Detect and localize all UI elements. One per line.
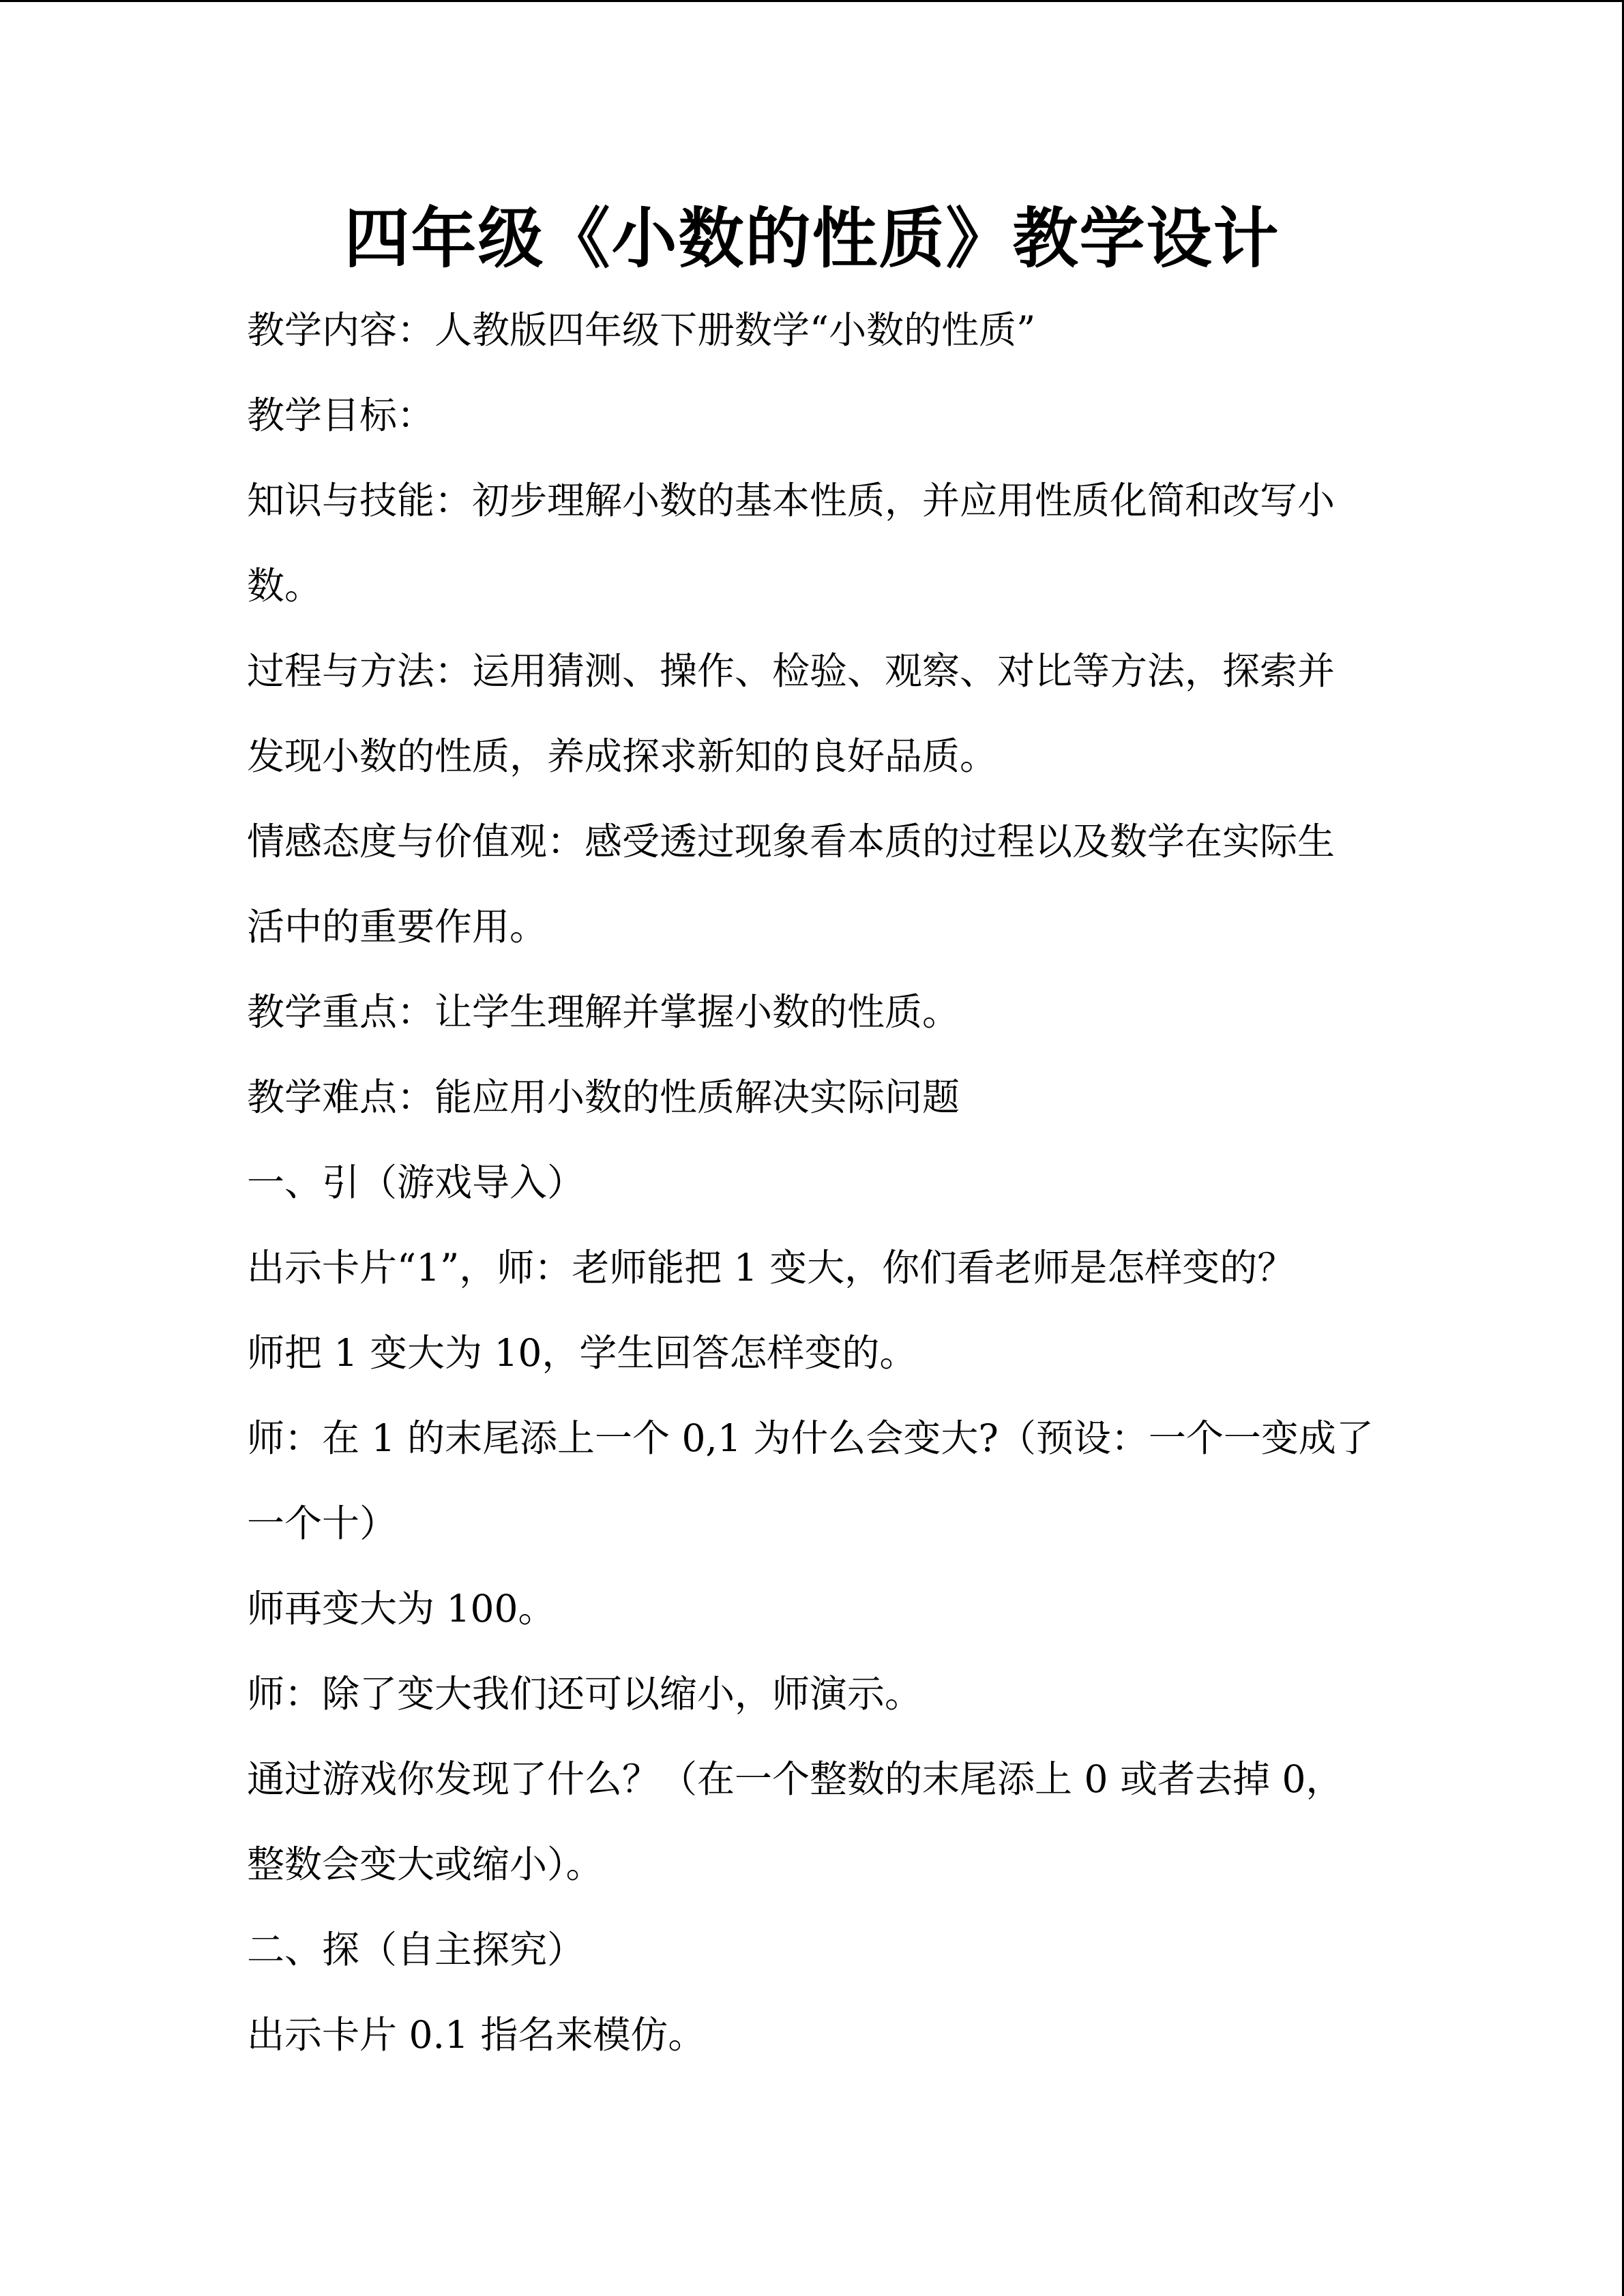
teacher-shrink-line: 师：除了变大我们还可以缩小，师演示。 bbox=[247, 1672, 923, 1716]
page-border-top bbox=[0, 0, 1624, 2]
process-method-line-1: 过程与方法：运用猜测、操作、检验、观察、对比等方法，探索并 bbox=[247, 649, 1335, 693]
teacher-question-line-1: 师：在 1 的末尾添上一个 0,1 为什么会变大?（预设：一个一变成了 bbox=[247, 1416, 1374, 1460]
knowledge-skills-line-2: 数。 bbox=[247, 564, 323, 608]
section-two-heading: 二、探（自主探究） bbox=[247, 1928, 585, 1971]
teacher-question-line-2: 一个十） bbox=[247, 1502, 398, 1545]
teacher-hundred-line: 师再变大为 100。 bbox=[247, 1587, 556, 1630]
teacher-ten-line: 师把 1 变大为 10，学生回答怎样变的。 bbox=[247, 1331, 917, 1375]
process-method-line-2: 发现小数的性质，养成探求新知的良好品质。 bbox=[247, 734, 998, 778]
teaching-focus-line: 教学重点：让学生理解并掌握小数的性质。 bbox=[247, 990, 960, 1034]
emotion-values-line-1: 情感态度与价值观：感受透过现象看本质的过程以及数学在实际生 bbox=[247, 820, 1335, 863]
game-discovery-line-2: 整数会变大或缩小）。 bbox=[247, 1843, 604, 1886]
document-body bbox=[247, 288, 1372, 2078]
emotion-values-line-2: 活中的重要作用。 bbox=[247, 905, 548, 949]
card-decimal-line: 出示卡片 0.1 指名来模仿。 bbox=[247, 2013, 706, 2057]
teaching-goals-heading: 教学目标： bbox=[247, 393, 435, 437]
section-one-heading: 一、引（游戏导入） bbox=[247, 1161, 585, 1204]
card-one-line: 出示卡片“1”，师：老师能把 1 变大，你们看老师是怎样变的？ bbox=[247, 1246, 1295, 1289]
document-title: 四年级《小数的性质》教学设计 bbox=[344, 200, 1280, 277]
game-discovery-line-1: 通过游戏你发现了什么？（在一个整数的末尾添上 0 或者去掉 0， bbox=[247, 1757, 1344, 1801]
teaching-content-line: 教学内容：人教版四年级下册数学“小数的性质” bbox=[247, 308, 1036, 352]
teaching-difficulty-line: 教学难点：能应用小数的性质解决实际问题 bbox=[247, 1075, 960, 1119]
knowledge-skills-line-1: 知识与技能：初步理解小数的基本性质，并应用性质化简和改写小 bbox=[247, 479, 1335, 522]
